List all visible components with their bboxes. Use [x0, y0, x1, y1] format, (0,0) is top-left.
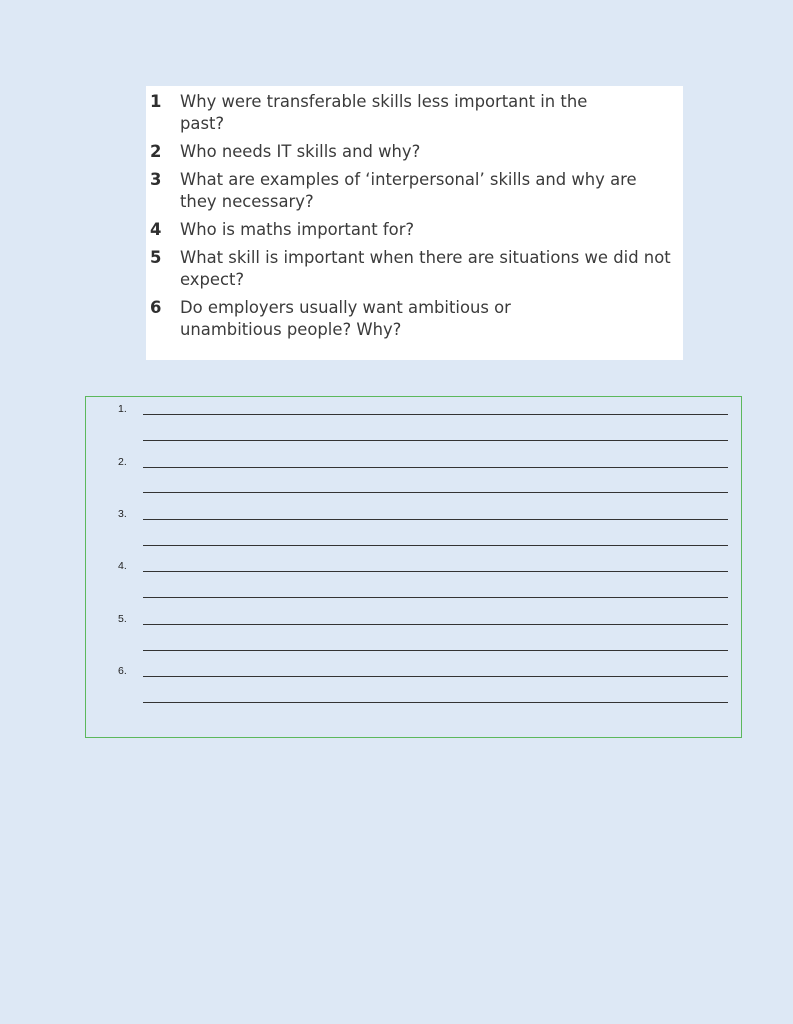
answer-continuation-row[interactable]	[86, 479, 741, 495]
question-text: Why were transferable skills less important in the past?	[180, 92, 588, 133]
answers-box	[85, 396, 742, 738]
answer-line[interactable]	[143, 440, 728, 441]
answer-number: 4.	[118, 560, 127, 572]
answer-continuation-row[interactable]	[86, 689, 741, 705]
answer-line[interactable]	[143, 414, 728, 415]
answer-number: 3.	[118, 508, 127, 520]
question-number: 5	[150, 248, 162, 267]
answer-line[interactable]	[143, 597, 728, 598]
question-number: 3	[150, 170, 162, 189]
answer-line[interactable]	[143, 650, 728, 651]
answer-row[interactable]	[86, 401, 741, 417]
answer-line[interactable]	[143, 467, 728, 468]
answer-line[interactable]	[143, 702, 728, 703]
question-text: What skill is important when there are situations we did not expect?	[180, 248, 671, 289]
question-item	[150, 169, 673, 213]
answer-continuation-row[interactable]	[86, 427, 741, 443]
question-item	[150, 141, 673, 163]
question-text: Do employers usually want ambitious or unambitious people? Why?	[180, 298, 511, 339]
answer-line[interactable]	[143, 519, 728, 520]
answer-row[interactable]	[86, 611, 741, 627]
answer-number: 1.	[118, 403, 127, 415]
answer-row[interactable]	[86, 663, 741, 679]
question-number: 6	[150, 298, 162, 317]
answer-continuation-row[interactable]	[86, 584, 741, 600]
answer-line[interactable]	[143, 545, 728, 546]
answer-line[interactable]	[143, 676, 728, 677]
answer-continuation-row[interactable]	[86, 637, 741, 653]
answer-line[interactable]	[143, 492, 728, 493]
answer-row[interactable]	[86, 558, 741, 574]
questions-card	[146, 86, 683, 360]
question-item	[150, 91, 673, 135]
question-item	[150, 219, 673, 241]
question-number: 2	[150, 142, 162, 161]
question-number: 4	[150, 220, 162, 239]
answer-row[interactable]	[86, 454, 741, 470]
answer-number: 5.	[118, 613, 127, 625]
question-text: Who needs IT skills and why?	[180, 142, 421, 161]
answer-line[interactable]	[143, 624, 728, 625]
answer-number: 6.	[118, 665, 127, 677]
answer-row[interactable]	[86, 506, 741, 522]
answer-number: 2.	[118, 456, 127, 468]
answer-line[interactable]	[143, 571, 728, 572]
question-item	[150, 297, 673, 341]
question-item	[150, 247, 673, 291]
question-text: Who is maths important for?	[180, 220, 415, 239]
answer-continuation-row[interactable]	[86, 532, 741, 548]
question-text: What are examples of ‘interpersonal’ skills and why are they necessary?	[180, 170, 637, 211]
question-number: 1	[150, 92, 162, 111]
